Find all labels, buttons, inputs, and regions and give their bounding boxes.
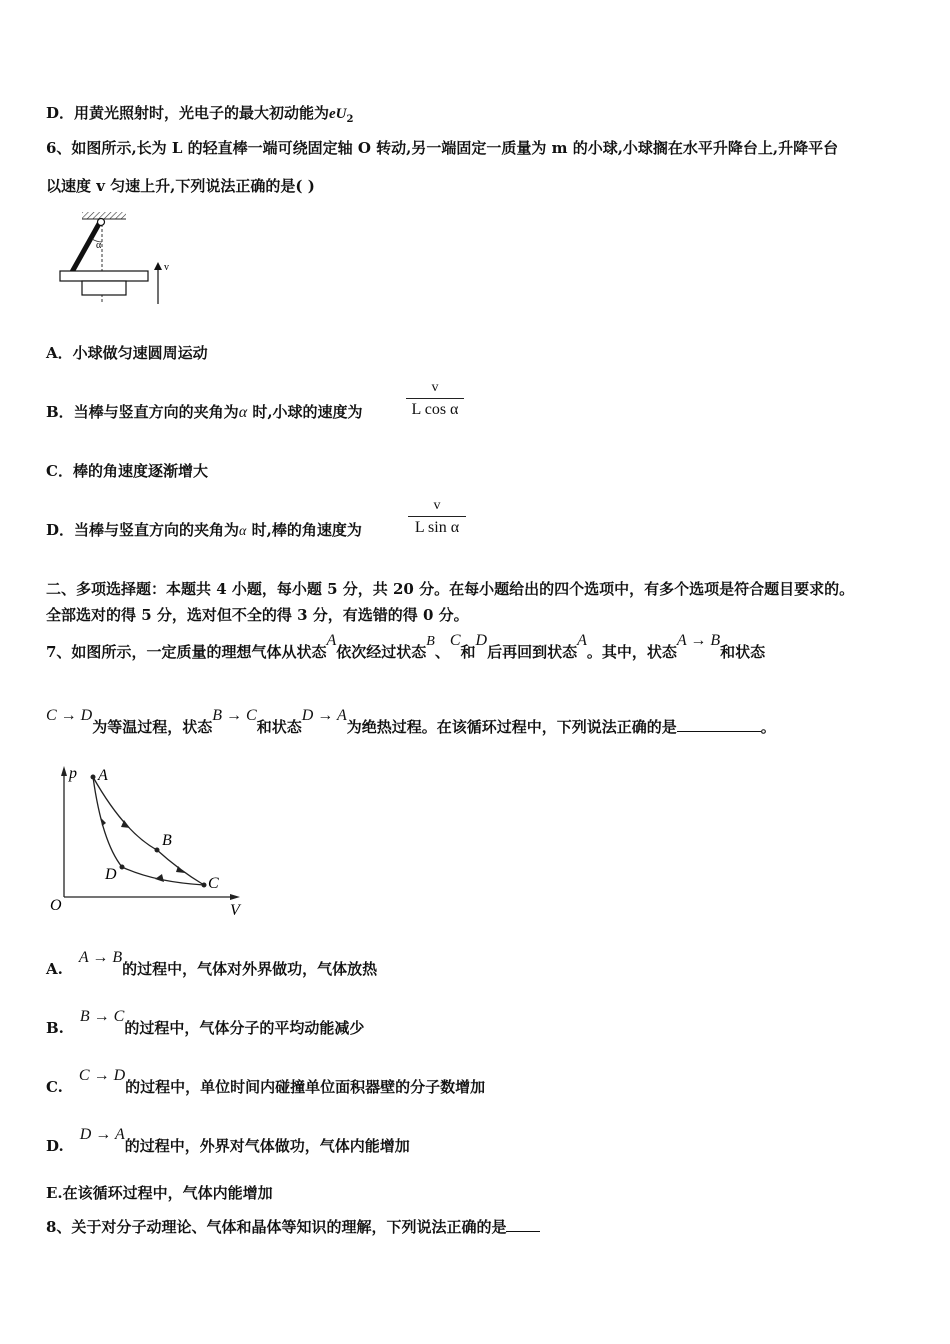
q6-option-b-angle: α [238, 404, 248, 421]
q7-state-b: B [426, 634, 435, 649]
point-d [120, 865, 125, 870]
q6-option-d-fraction [408, 498, 466, 537]
q6-option-d-mid: 时,棒的角速度为 [246, 521, 362, 539]
q6-option-c: C．棒的角速度逐渐增大 [46, 462, 208, 480]
q6-figure [58, 208, 178, 308]
q7-text-9: 和状态 [256, 718, 302, 736]
q6-option-b-num: v [406, 380, 464, 399]
q7-option-a-letter: A. [46, 960, 63, 978]
q6-stem-line2: 以速度 v 匀速上升,下列说法正确的是( ) [46, 177, 315, 195]
q7-option-d [46, 1126, 410, 1156]
q6-option-d-num: v [408, 498, 466, 517]
p-axis-arrow [61, 766, 67, 776]
q7-option-d-text: 的过程中，外界对气体做功，气体内能增加 [124, 1137, 410, 1155]
section2-line2: 全部选对的得 5 分，选对但不全的得 3 分，有选错的得 0 分。 [46, 606, 469, 624]
q6-option-b [46, 401, 363, 422]
platform [60, 271, 148, 281]
q7-text-1: 7、如图所示，一定质量的理想气体从状态 [46, 643, 327, 661]
q5-option-d-text: D．用黄光照射时，光电子的最大初动能为 [46, 104, 330, 122]
q5-option-d-expr: eU [329, 106, 347, 122]
q7-process-ab: A → B [676, 632, 721, 649]
q6-option-d [46, 519, 362, 540]
label-d: D [105, 866, 117, 883]
q7-state-d: D [475, 632, 488, 649]
label-c: C [208, 875, 219, 892]
q7-option-c-letter: C. [46, 1078, 63, 1096]
q7-text-6: 。其中，状态 [586, 643, 677, 661]
q8-stem-text: 8、关于对分子动理论、气体和晶体等知识的理解，下列说法正确的是 [46, 1218, 507, 1236]
q6-option-d-angle: α [239, 524, 247, 539]
q7-option-b [46, 1008, 365, 1038]
curve-cd [122, 867, 204, 885]
q6-option-a: A．小球做匀速圆周运动 [46, 344, 208, 362]
q7-option-e: E.在该循环过程中，气体内能增加 [46, 1184, 273, 1202]
q7-text-end: 。 [760, 718, 776, 736]
q7-state-a: A [326, 632, 337, 649]
q7-text-5: 后再回到状态 [487, 643, 578, 661]
point-b [155, 848, 160, 853]
section2-line1: 二、多项选择题：本题共 4 小题，每小题 5 分，共 20 分。在每小题给出的四个选项中，有多个选项是符合题目要求的。 [46, 580, 855, 598]
q7-option-d-letter: D. [46, 1137, 64, 1155]
origin-label: O [50, 897, 62, 914]
arrow-da [101, 818, 106, 826]
q6-option-b-mid: 时,小球的速度为 [247, 403, 363, 421]
q7-answer-blank[interactable] [677, 731, 761, 732]
q7-stem-line2 [46, 707, 776, 737]
curve-da [93, 777, 122, 867]
q7-option-b-text: 的过程中，气体分子的平均动能减少 [124, 1019, 365, 1037]
q6-stem-line1: 6、如图所示,长为 L 的轻直棒一端可绕固定轴 O 转动,另一端固定一质量为 m 的小球,小球搁在水平升降台上,升降平台 [46, 139, 839, 157]
p-label: p [69, 765, 77, 782]
velocity-arrowhead [154, 262, 162, 270]
alpha-label: α [96, 240, 102, 251]
q7-text-8: 为等温过程，状态 [92, 718, 213, 736]
q7-text-3: 、 [434, 643, 450, 661]
q6-option-d-prefix: D．当棒与竖直方向的夹角为 [46, 521, 240, 539]
platform-base [82, 281, 126, 295]
v-label: V [230, 902, 240, 919]
q7-process-bc: B → C [212, 707, 257, 724]
q7-option-c-process: C → D [78, 1067, 126, 1084]
q7-option-a-text: 的过程中，气体对外界做功，气体放热 [122, 960, 378, 978]
q7-option-a-process: A → B [78, 949, 123, 966]
q8-answer-blank[interactable] [506, 1231, 540, 1232]
q7-process-da: D → A [301, 707, 347, 724]
q7-text-10: 为绝热过程。在该循环过程中，下列说法正确的是 [346, 718, 677, 736]
q7-stem-line1 [46, 632, 766, 662]
q6-option-b-den: L cos α [411, 401, 459, 418]
q7-option-c-text: 的过程中，单位时间内碰撞单位面积器壁的分子数增加 [125, 1078, 486, 1096]
q7-option-b-letter: B. [46, 1019, 64, 1037]
q6-option-b-fraction [406, 380, 464, 419]
q5-option-d-sub: 2 [346, 114, 354, 125]
pivot [98, 219, 105, 226]
v-axis-arrow [230, 894, 240, 900]
q7-text-7: 和状态 [720, 643, 766, 661]
label-a: A [98, 767, 108, 784]
q7-pv-graph [44, 762, 254, 922]
q7-text-4: 和 [460, 643, 476, 661]
point-c [202, 883, 207, 888]
ceiling-hatch [82, 212, 126, 219]
curve-ab [93, 777, 157, 850]
point-a [91, 775, 96, 780]
q7-state-c: C [449, 632, 461, 649]
q7-process-cd: C → D [46, 707, 93, 724]
q7-option-c [46, 1067, 486, 1097]
q6-option-d-den: L sin α [414, 519, 460, 536]
v-label: v [164, 262, 169, 273]
q7-option-b-process: B → C [79, 1008, 125, 1025]
q7-option-a [46, 949, 378, 979]
q6-option-b-prefix: B．当棒与竖直方向的夹角为 [46, 403, 239, 421]
q7-text-2: 依次经过状态 [336, 643, 427, 661]
q8-stem [46, 1216, 540, 1237]
q5-option-d [46, 102, 353, 125]
q7-state-a2: A [577, 632, 587, 649]
label-b: B [162, 832, 172, 849]
q7-option-d-process: D → A [79, 1126, 125, 1143]
